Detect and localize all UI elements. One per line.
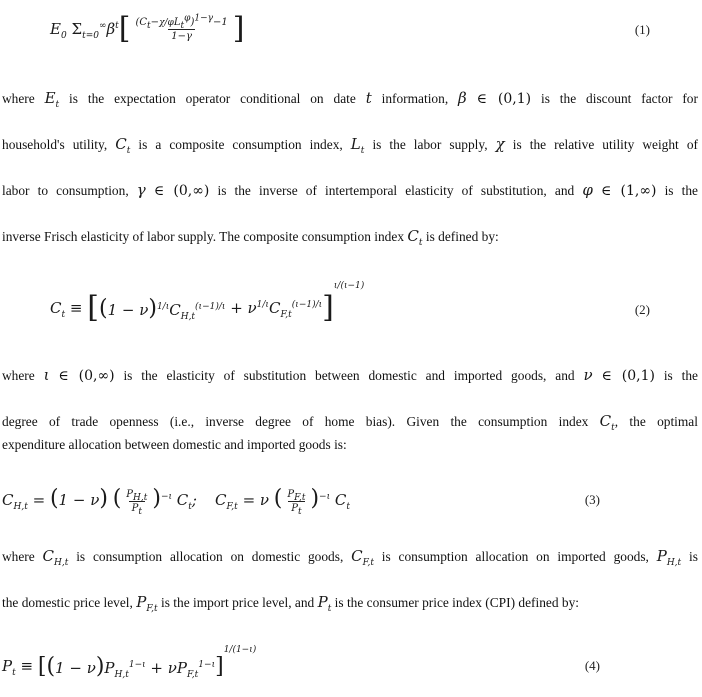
eq4-number: (4) bbox=[584, 658, 600, 673]
eq3-number: (3) bbox=[584, 492, 600, 507]
eq3-foreign: $C_{F,t} = \nu$ ( $\frac{P_{F,t}}{P_t}$ )$^{-\iota}$ $C_t$ bbox=[214, 486, 350, 517]
eq2-term-domestic: $(1 - \nu)^{1/\iota}C_{H,t}^{(\iota-1)/\iota}$ bbox=[98, 295, 226, 322]
eq2-term-foreign: $\nu^{1/\iota}C_{F,t}^{(\iota-1)/\iota}$ bbox=[247, 299, 323, 320]
eq4-lhs: $P_t$ ≡ bbox=[2, 657, 34, 678]
paragraph-3-line-1: where $C_{H,t}$ is consumption allocation on domestic goods, $C_{F,t}$ is consumption allocation on imported goods, $P_{H,t}$ is bbox=[2, 547, 698, 568]
eq1-fraction: $\frac{(C_t-\chi/\varphi L_t^\varphi)^{1-\gamma}-1}{1-\gamma}$ bbox=[135, 13, 228, 42]
paragraph-1-line-1: where $E_t$ is the expectation operator conditional on date t information, β ∈ (0,1) is the discount factor for bbox=[2, 89, 698, 110]
eq1-bracket-right: ] bbox=[232, 11, 245, 46]
paragraph-2-line-2: degree of trade openness (i.e., inverse degree of home bias). Given the consumption index $C_t$, the optimal bbox=[2, 412, 698, 433]
eq2-bracket-right: ] bbox=[322, 290, 334, 325]
eq4-bracket-right: ] bbox=[215, 653, 224, 679]
eq4-body: $(1 - \nu)P_{H,t}^{1-\iota} + \nu P_{F,t}^{1-\iota}$ bbox=[46, 653, 216, 680]
equation-2: $C_t$ ≡ [ $(1 - \nu)^{1/\iota}C_{H,t}^{(\iota-1)/\iota}$ + $\nu^{1/\iota}C_{F,t}^{(\iota-1)/\iota}$ ] ι/(ι−1) (2) bbox=[50, 281, 650, 325]
paragraph-3-line-2: the domestic price level, $P_{F,t}$ is the import price level, and $P_t$ is the consumer price index (CPI) defined by: bbox=[2, 593, 579, 614]
paragraph-2-line-3: expenditure allocation between domestic and imported goods is: bbox=[2, 437, 347, 452]
equation-3 bbox=[0, 480, 702, 520]
eq1-bracket-left: [ bbox=[118, 11, 131, 46]
eq2-bracket-left: [ bbox=[87, 290, 99, 325]
equation-1 bbox=[0, 6, 702, 56]
eq3-domestic: $C_{H,t} = (1 - \nu)$ ( $\frac{P_{H,t}}{P_t}$ )$^{-\iota}$ $C_t$; bbox=[2, 486, 197, 517]
eq2-number: (2) bbox=[634, 302, 650, 317]
eq4-bracket-left: [ bbox=[37, 653, 47, 679]
eq1-number: (1) bbox=[634, 22, 650, 37]
paragraph-2-line-1: where ι ∈ (0,∞) is the elasticity of substitution between domestic and imported goods, and ν ∈ (0,1) is the bbox=[2, 366, 698, 384]
equation-4: $P_t$ ≡ [ $(1 - \nu)P_{H,t}^{1-\iota} + \nu P_{F,t}^{1-\iota}$ ] 1/(1−ι) (4) bbox=[2, 645, 600, 680]
paragraph-1-line-4: inverse Frisch elasticity of labor supply. The composite consumption index $C_t$ is defined by: bbox=[2, 227, 499, 248]
paragraph-1-line-2: household's utility, $C_t$ is a composite consumption index, $L_t$ is the labor supply, χ is the relative utility weight of bbox=[2, 135, 698, 156]
eq1-expectation: $E_0$ $\Sigma_{t=0}^\infty\beta^t$ bbox=[50, 20, 119, 41]
paragraph-1-line-3: labor to consumption, γ ∈ (0,∞) is the inverse of intertemporal elasticity of substitution, and φ ∈ (1,∞) is the bbox=[2, 181, 698, 199]
eq2-lhs: $C_t$ ≡ bbox=[50, 299, 83, 320]
